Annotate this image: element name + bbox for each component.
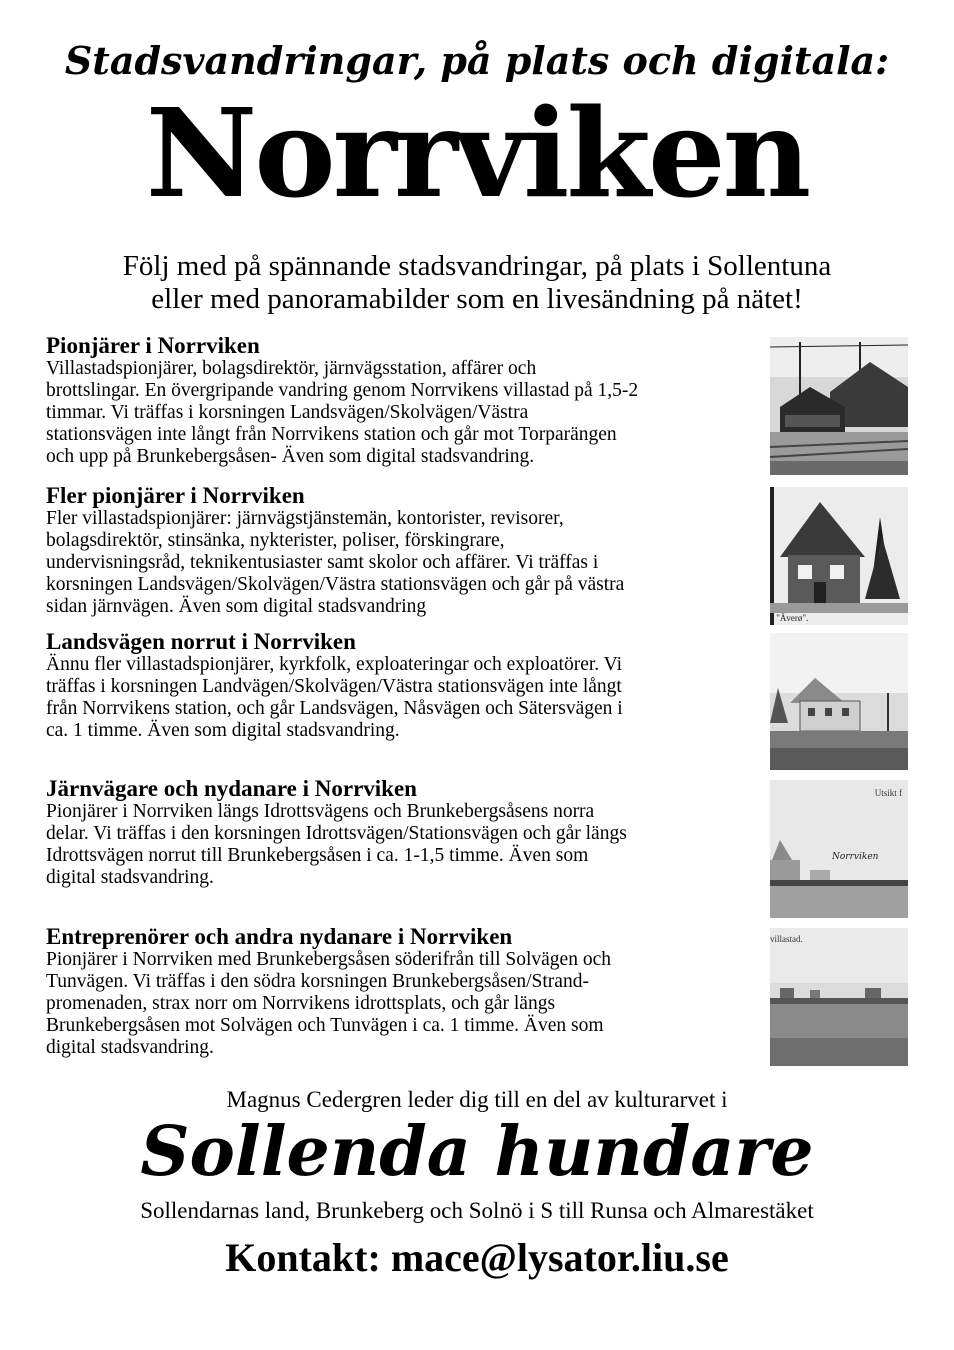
walk-line: från Norrvikens station, och går Landsvägen, Nåsvägen och Sätersvägen i — [46, 698, 623, 719]
station-photo — [770, 337, 908, 475]
walk-line: Pionjärer i Norrviken med Brunkebergsåsen söderifrån till Solvägen och — [46, 949, 611, 970]
walk-line: korsningen Landsvägen/Skolvägen/Västra stationsvägen och går på västra — [46, 574, 625, 595]
walk-title: Järnvägare och nydanare i Norrviken — [46, 776, 417, 801]
walk-landsvagen — [46, 630, 758, 742]
field-photo — [770, 780, 908, 918]
villa-photo-caption: a "Äverø". — [770, 613, 809, 623]
walk-line: brottslingar. En övergripande vandring genom Norrvikens villastad på 1,5-2 — [46, 380, 639, 401]
contact-line: Kontakt: mace@lysator.liu.se — [225, 1235, 729, 1280]
walk-line: Tunvägen. Vi träffas i den södra korsningen Brunkebergsåsen/Strand- — [46, 971, 589, 992]
walk-title: Entreprenörer och andra nydanare i Norrviken — [46, 924, 513, 949]
field-photo-script: Norrviken — [832, 852, 879, 862]
field-photo-caption: Utsikt f — [874, 788, 902, 798]
landsvagen-photo — [770, 633, 908, 770]
walk-line: delar. Vi träffas i den korsningen Idrottsvägen/Stationsvägen och går längs — [46, 823, 627, 844]
walk-line: Ännu fler villastadspionjärer, kyrkfolk, exploateringar och exploatörer. Vi — [46, 654, 623, 675]
intro-text — [30, 250, 924, 316]
villa-photo — [770, 487, 908, 625]
walk-line: promenaden, strax norr om Norrvikens idrottsplats, och går längs — [46, 993, 556, 1014]
walk-title: Fler pionjärer i Norrviken — [46, 483, 305, 508]
walk-line: bolagsdirektör, stinsänka, nykterister, poliser, förskingrare, — [46, 530, 505, 551]
villastad-photo — [770, 928, 908, 1066]
walk-title: Landsvägen norrut i Norrviken — [46, 629, 356, 654]
poster-title: Norrviken — [145, 81, 809, 225]
walk-line: ca. 1 timme. Även som digital stadsvandring. — [46, 720, 400, 741]
walk-line: träffas i korsningen Landvägen/Skolvägen/Västra stationsvägen inte långt — [46, 676, 622, 697]
walk-line: Idrottsvägen norrut till Brunkebergsåsen i ca. 1-1,5 timme. Även som — [46, 845, 589, 866]
intro-line: Följ med på spännande stadsvandringar, på plats i Sollentuna — [122, 250, 832, 282]
walk-line: och upp på Brunkebergsåsen- Även som digital stadsvandring. — [46, 446, 535, 467]
walk-line: Pionjärer i Norrviken längs Idrottsvägens och Brunkebergsåsens norra — [46, 801, 595, 822]
walk-fler-pionjarer — [46, 484, 758, 618]
walk-line: timmar. Vi träffas i korsningen Landsvägen/Skolvägen/Västra — [46, 402, 529, 423]
walk-line: digital stadsvandring. — [46, 1037, 214, 1058]
walk-line: Villastadspionjärer, bolagsdirektör, järnvägsstation, affärer och — [46, 358, 537, 379]
walk-line: sidan järnvägen. Även som digital stadsvandring — [46, 596, 427, 617]
walk-line: Fler villastadspionjärer: järnvägstjänstemän, kontorister, revisorer, — [46, 508, 564, 529]
villastad-photo-caption: villastad. — [770, 934, 803, 944]
guide-line: Magnus Cedergren leder dig till en del av kulturarvet i — [226, 1087, 728, 1112]
walk-jarnvagare — [46, 777, 758, 889]
walk-pionjarer — [46, 334, 758, 468]
walk-line: stationsvägen inte långt från Norrvikens station och går mot Torparängen — [46, 424, 617, 445]
region-line: Sollendarnas land, Brunkeberg och Solnö i S till Runsa och Almarestäket — [140, 1198, 814, 1223]
walk-line: digital stadsvandring. — [46, 867, 214, 888]
poster-subtitle: Stadsvandringar, på plats och digitala: — [64, 38, 890, 83]
walk-title: Pionjärer i Norrviken — [46, 333, 260, 358]
intro-line: eller med panoramabilder som en livesändning på nätet! — [151, 283, 803, 315]
series-title: Sollenda hundare — [140, 1112, 814, 1192]
walk-entreprenorer — [46, 925, 758, 1059]
walk-line: undervisningsråd, teknikentusiaster samt skolor och affärer. Vi träffas i — [46, 552, 599, 573]
walk-line: Brunkebergsåsen mot Solvägen och Tunvägen i ca. 1 timme. Även som — [46, 1015, 604, 1036]
